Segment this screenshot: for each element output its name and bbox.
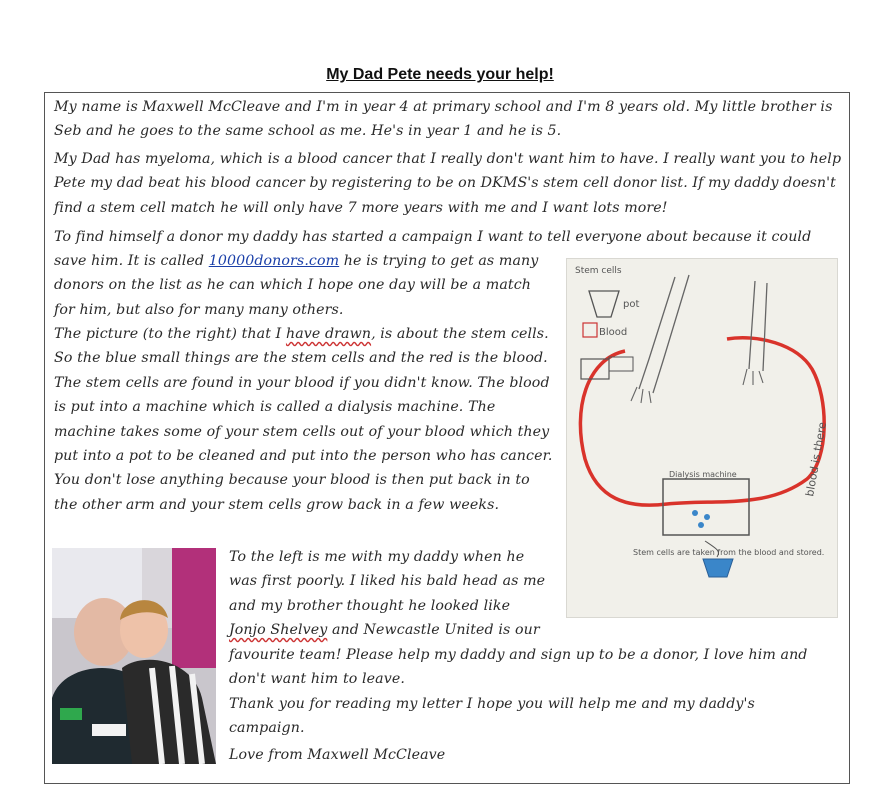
picture-text-post: , is about the stem cells. So the blue small things are the stem cells and the red is the blood. The stem cells are found in your blood if you didn't know. The blood is put into a machine which is called a dialysis machine. The machine takes some of your stem cells out of your blood which they put into a pot to be cleaned and put into the person who has cancer. You don't lose anything because your blood is then put back in to the other arm and your stem cells grow back in a few weeks. bbox=[54, 326, 553, 513]
picture-text-pre: The picture (to the right) that I bbox=[54, 326, 286, 342]
paragraph-photo-caption-bottom: favourite team! Please help my daddy and sign up to be a donor, I love him and don't want him to leave. bbox=[229, 647, 808, 688]
paragraph-intro: My name is Maxwell McCleave and I'm in year 4 at primary school and I'm 8 years old. My little brother is Seb and he goes to the same school as me. He's in year 1 and he is 5. bbox=[54, 99, 833, 140]
signature-line: Love from Maxwell McCleave bbox=[229, 747, 446, 763]
campaign-text-pre-link: save him. It is called bbox=[54, 253, 209, 269]
campaign-text-rest: donors on the list as he can which I hope one day will be a match for him, but also for many many others. bbox=[54, 277, 531, 318]
blue-stem-cell bbox=[692, 510, 698, 516]
pot-shape bbox=[589, 291, 619, 317]
photo-father-and-son bbox=[52, 548, 216, 764]
blood-label-box bbox=[583, 323, 597, 337]
green-badge bbox=[60, 708, 82, 720]
sponsor-logo bbox=[92, 724, 126, 736]
label-blood-is-there: blood is there bbox=[803, 421, 830, 498]
letter-title: My Dad Pete needs your help! bbox=[326, 66, 554, 83]
paragraph-thanks: Thank you for reading my letter I hope you will help me and my daddy's campaign. bbox=[229, 696, 755, 737]
right-arm bbox=[749, 281, 767, 371]
background-curtain bbox=[172, 548, 216, 668]
label-caption bbox=[633, 548, 824, 557]
label-dialysis: Dialysis machine bbox=[669, 470, 737, 479]
label-blood: Blood bbox=[599, 327, 628, 338]
campaign-text-post-link: he is trying to get as many bbox=[339, 253, 539, 269]
stem-cell-pot bbox=[703, 559, 733, 577]
dialysis-machine bbox=[663, 479, 749, 535]
left-hand bbox=[631, 387, 651, 403]
caption-line: Stem cells are taken from the blood and stored. bbox=[633, 548, 825, 557]
drawing-canvas bbox=[567, 259, 839, 619]
paragraph-myeloma: My Dad has myeloma, which is a blood cancer that I really don't want him to have. I really want you to help Pete my dad beat his blood cancer by registering to be on DKMS's stem cell donor list. If my daddy doesn't find a stem cell match he will only have 7 more years with me and I want lots more! bbox=[54, 151, 842, 216]
photo-text-b: and Newcastle United is our bbox=[327, 622, 540, 639]
label-stem-cells: Stem cells bbox=[575, 266, 622, 276]
photo-image bbox=[52, 548, 216, 764]
paragraph-campaign-body bbox=[54, 249, 554, 322]
blue-stem-cell bbox=[698, 522, 704, 528]
picture-text-underlined: have drawn bbox=[285, 326, 372, 342]
label-pot: pot bbox=[623, 299, 640, 310]
photo-text-a: To the left is me with my daddy when he was first poorly. I liked his bald head as me and my brother thought he looked like bbox=[229, 549, 546, 614]
paragraph-photo-caption-top bbox=[229, 545, 549, 643]
donor-website-link[interactable]: 10000donors.com bbox=[208, 253, 340, 269]
blood-loop bbox=[580, 338, 824, 505]
footballer-name: Jonjo Shelvey bbox=[229, 622, 328, 639]
paragraph-campaign-line1: To find himself a donor my daddy has started a campaign I want to tell everyone about because it could bbox=[54, 229, 812, 245]
stem-cell-drawing bbox=[566, 258, 838, 618]
left-arm bbox=[639, 275, 689, 393]
stem-cell-box-small bbox=[609, 357, 633, 371]
paragraph-picture-explanation bbox=[54, 322, 554, 517]
blue-stem-cell bbox=[704, 514, 710, 520]
right-hand bbox=[743, 369, 763, 385]
